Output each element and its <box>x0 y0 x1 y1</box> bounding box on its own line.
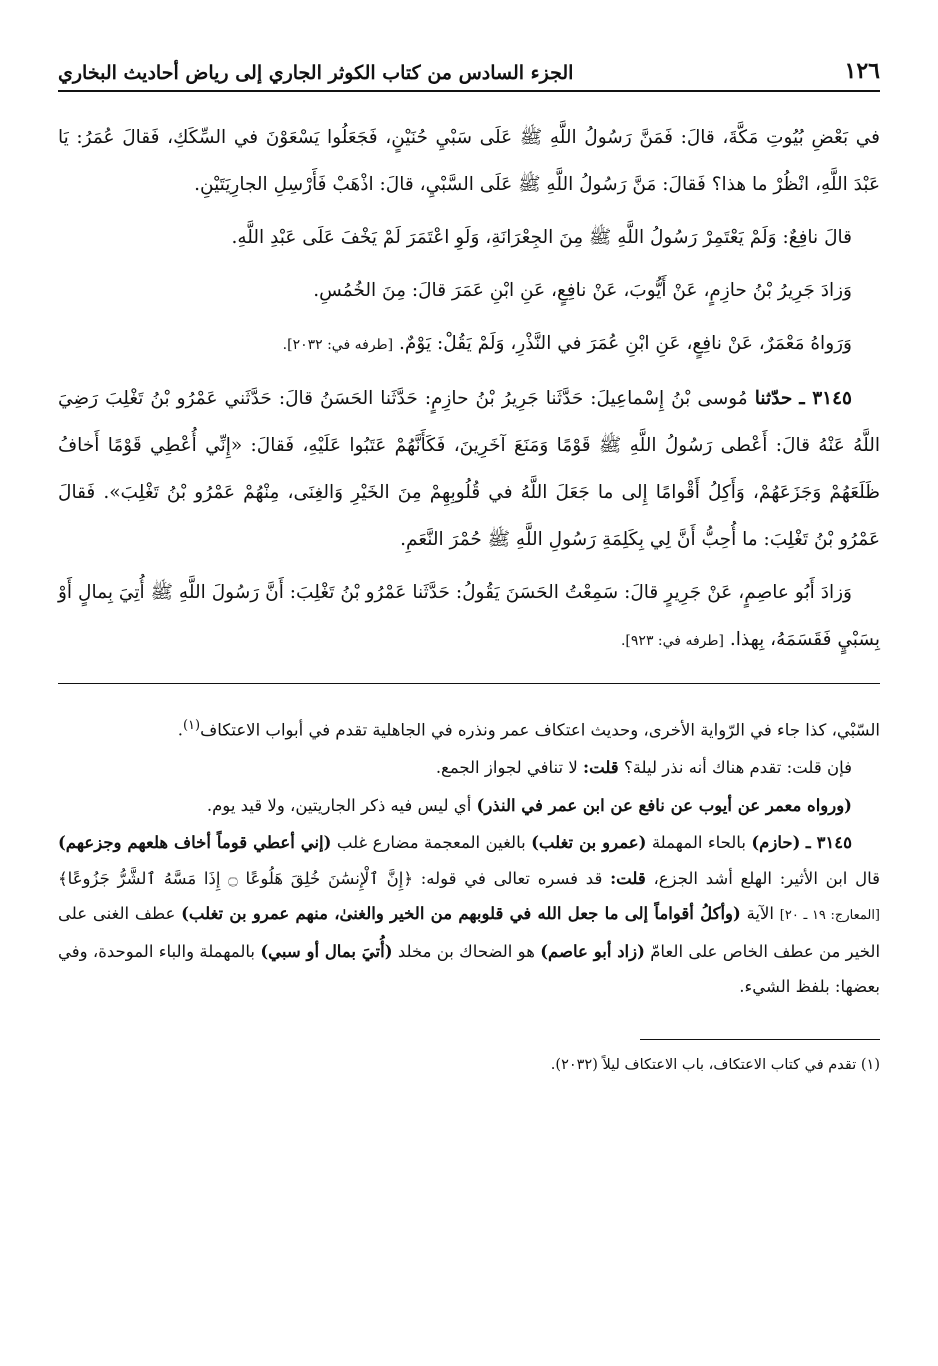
hadith-sentence: مُوسى بْنُ إِسْماعِيلَ: حَدَّثَنا جَرِيرُ بْنُ حازِمٍ: حَدَّثَنا الحَسَنُ قالَ: حَدَّثَني عَمْرُو بْنُ تَغْلِبَ رَضِيَ اللَّهُ عَنْهُ قالَ: أَعْطى رَسُولُ اللَّهِ ﷺ قَوْمًا وَمَنَعَ آخَرِينَ، فَكَأَنَّهُمْ عَتَبُوا عَلَيْهِ، فَقالَ: «إِنِّي أُعْطِي قَوْمًا أَخافُ ظَلَعَهُمْ وَجَزَعَهُمْ، وَأَكِلُ أَقْوامًا إِلى ما جَعَلَ اللَّهُ في قُلُوبِهِمْ مِنَ الخَيْرِ وَالغِنَى، مِنْهُمْ عَمْرُو بْنُ تَغْلِبَ». فَقالَ عَمْرُو بْنُ تَغْلِبَ: ما أُحِبُّ أَنَّ لِي بِكَلِمَةِ رَسُولِ اللَّهِ ﷺ حُمْرَ النَّعَمِ. <box>58 388 880 550</box>
commentary-text: قد فسره تعالى في قوله: ﴿إِنَّ ٱلْإِنسَٰنَ خُلِقَ هَلُوعًا ۝ إِذَا مَسَّهُ ٱلشَّرُّ جَزُوعًا﴾ <box>58 868 603 888</box>
hadith-paragraph <box>58 320 880 369</box>
commentary-text: هو الضحاك بن مخلد <box>397 941 535 961</box>
commentary-text: أي ليس فيه ذكر الجاريتين، ولا قيد يوم. <box>206 795 472 815</box>
running-title: الجزء السادس من كتاب الكوثر الجاري إلى رياض أحاديث البخاري <box>58 62 574 84</box>
commentary-paragraph <box>58 750 880 786</box>
commentary-bold: (وأكلُ أقواماً إلى ما جعل الله في قلوبهم من الخير والغنىٰ، منهم عمرو بن تغلب) <box>181 904 741 923</box>
commentary-number: ٣١٤٥ ـ <box>805 833 853 852</box>
commentary-text: بالحاء المهملة <box>651 833 746 852</box>
commentary-bold: (أُتيَ بمال أو سبي) <box>260 941 393 961</box>
commentary-bold: (زاد أبو عاصم) <box>540 941 645 961</box>
commentary-bold: قلت: <box>610 868 646 888</box>
commentary-bold: (حازم) <box>751 833 801 852</box>
hadith-sentence: وَرَواهُ مَعْمَرٌ، عَنْ نافِعٍ، عَنِ ابْنِ عُمَرَ في النَّذْرِ، وَلَمْ يَقُلْ: يَوْمٌ. <box>399 333 852 354</box>
cross-reference: [طرفه في: ٩٢٣]. <box>620 633 724 649</box>
commentary-text: فإن قلت: تقدم هناك أنه نذر ليلة؟ <box>623 758 852 777</box>
commentary <box>58 708 880 1005</box>
hadith-paragraph: في بَعْضِ بُيُوتِ مَكَّةَ، قالَ: فَمَنَّ رَسُولُ اللَّهِ ﷺ عَلَى سَبْيِ حُنَيْنٍ، فَجَعَلُوا يَسْعَوْنَ في السِّكَكِ، فَقالَ عُمَرُ: يَا عَبْدَ اللَّهِ، انْظُرْ ما هذا؟ فَقالَ: مَنَّ رَسُولُ اللَّهِ ﷺ عَلَى السَّبْيِ، قالَ: اذْهَبْ فَأَرْسِلِ الجارِيَتَيْنِ. <box>58 127 880 195</box>
commentary-text: لا تنافي لجواز الجمع. <box>435 758 578 777</box>
hadith-text <box>58 114 880 665</box>
footnote: (١) تقدم في كتاب الاعتكاف، باب الاعتكاف ليلاً (٢٠٣٢). <box>550 1056 880 1073</box>
footnote-marker: (١) <box>182 718 201 733</box>
hadith-number: ٣١٤٥ ـ <box>799 388 852 409</box>
hadith-paragraph <box>58 569 880 665</box>
hadith-paragraph: وَزادَ جَرِيرُ بْنُ حازِمٍ، عَنْ أَيُّوبَ، عَنْ نافِعٍ، عَنِ ابْنِ عَمَرَ قالَ: مِنَ الخُمُسِ. <box>313 280 852 301</box>
footnote-divider <box>640 1039 880 1040</box>
commentary-text: بالمهملة والباء الموحدة، وفي بعضها: بلفظ الشيء. <box>58 941 880 996</box>
commentary-paragraph: السّبْي، كذا جاء في الرّواية الأخرى، وحديث اعتكاف عمر ونذره في الجاهلية تقدم في أبواب الاعتكاف$^{(١)}$. <box>177 718 880 740</box>
commentary-text: عطف الغنى على الخير من عطف الخاص على العامّ <box>58 904 881 961</box>
commentary-bold: قلت: <box>583 758 619 777</box>
commentary-text: قال ابن الأثير: الهلع أشد الجزع، <box>653 868 881 888</box>
commentary-bold: (ورواه معمر عن أيوب عن نافع عن ابن عمر في النذر) <box>476 795 852 815</box>
commentary-text: الآية <box>746 904 775 923</box>
hadith-paragraph: قالَ نافِعٌ: وَلَمْ يَعْتَمِرْ رَسُولُ اللَّهِ ﷺ مِنَ الجِعْرَانَةِ، وَلَوِ اعْتَمَرَ لَمْ يَخْفَ عَلَى عَبْدِ اللَّهِ. <box>231 227 852 248</box>
commentary-bold: (عمرو بن تغلب) <box>531 833 647 852</box>
cross-reference: [طرفه في: ٢٠٣٢]. <box>282 337 394 353</box>
hadith-chain-head: حدّثنا <box>754 388 793 409</box>
page-header <box>58 52 880 92</box>
commentary-paragraph <box>58 825 880 1005</box>
hadith-paragraph <box>58 375 880 563</box>
book-page <box>58 52 880 1078</box>
hadith-sentence: وَزادَ أَبُو عاصِمٍ، عَنْ جَرِيرٍ قالَ: سَمِعْتُ الحَسَنَ يَقُولُ: حَدَّثَنا عَمْرُو بْنُ تَغْلِبَ: أَنَّ رَسُولَ اللَّهِ ﷺ أُتِيَ بِمالٍ أَوْ بِسَبْيٍ فَقَسَمَهُ، بِهذا. <box>58 582 880 650</box>
commentary-text: بالغين المعجمة مضارع غلب <box>336 833 526 852</box>
commentary-text: السّبْي، كذا جاء في الرّواية الأخرى، وحديث اعتكاف عمر ونذره في الجاهلية تقدم في أبواب الاعتكاف <box>200 720 880 740</box>
section-divider <box>58 683 880 684</box>
commentary-bold: (إني أعطي قوماً أخاف هلعهم وجزعهم) <box>58 833 332 852</box>
commentary-paragraph <box>58 788 880 824</box>
quran-reference: [المعارج: ١٩ ـ ٢٠] <box>779 908 880 923</box>
page-number: ١٢٦ <box>844 58 880 84</box>
